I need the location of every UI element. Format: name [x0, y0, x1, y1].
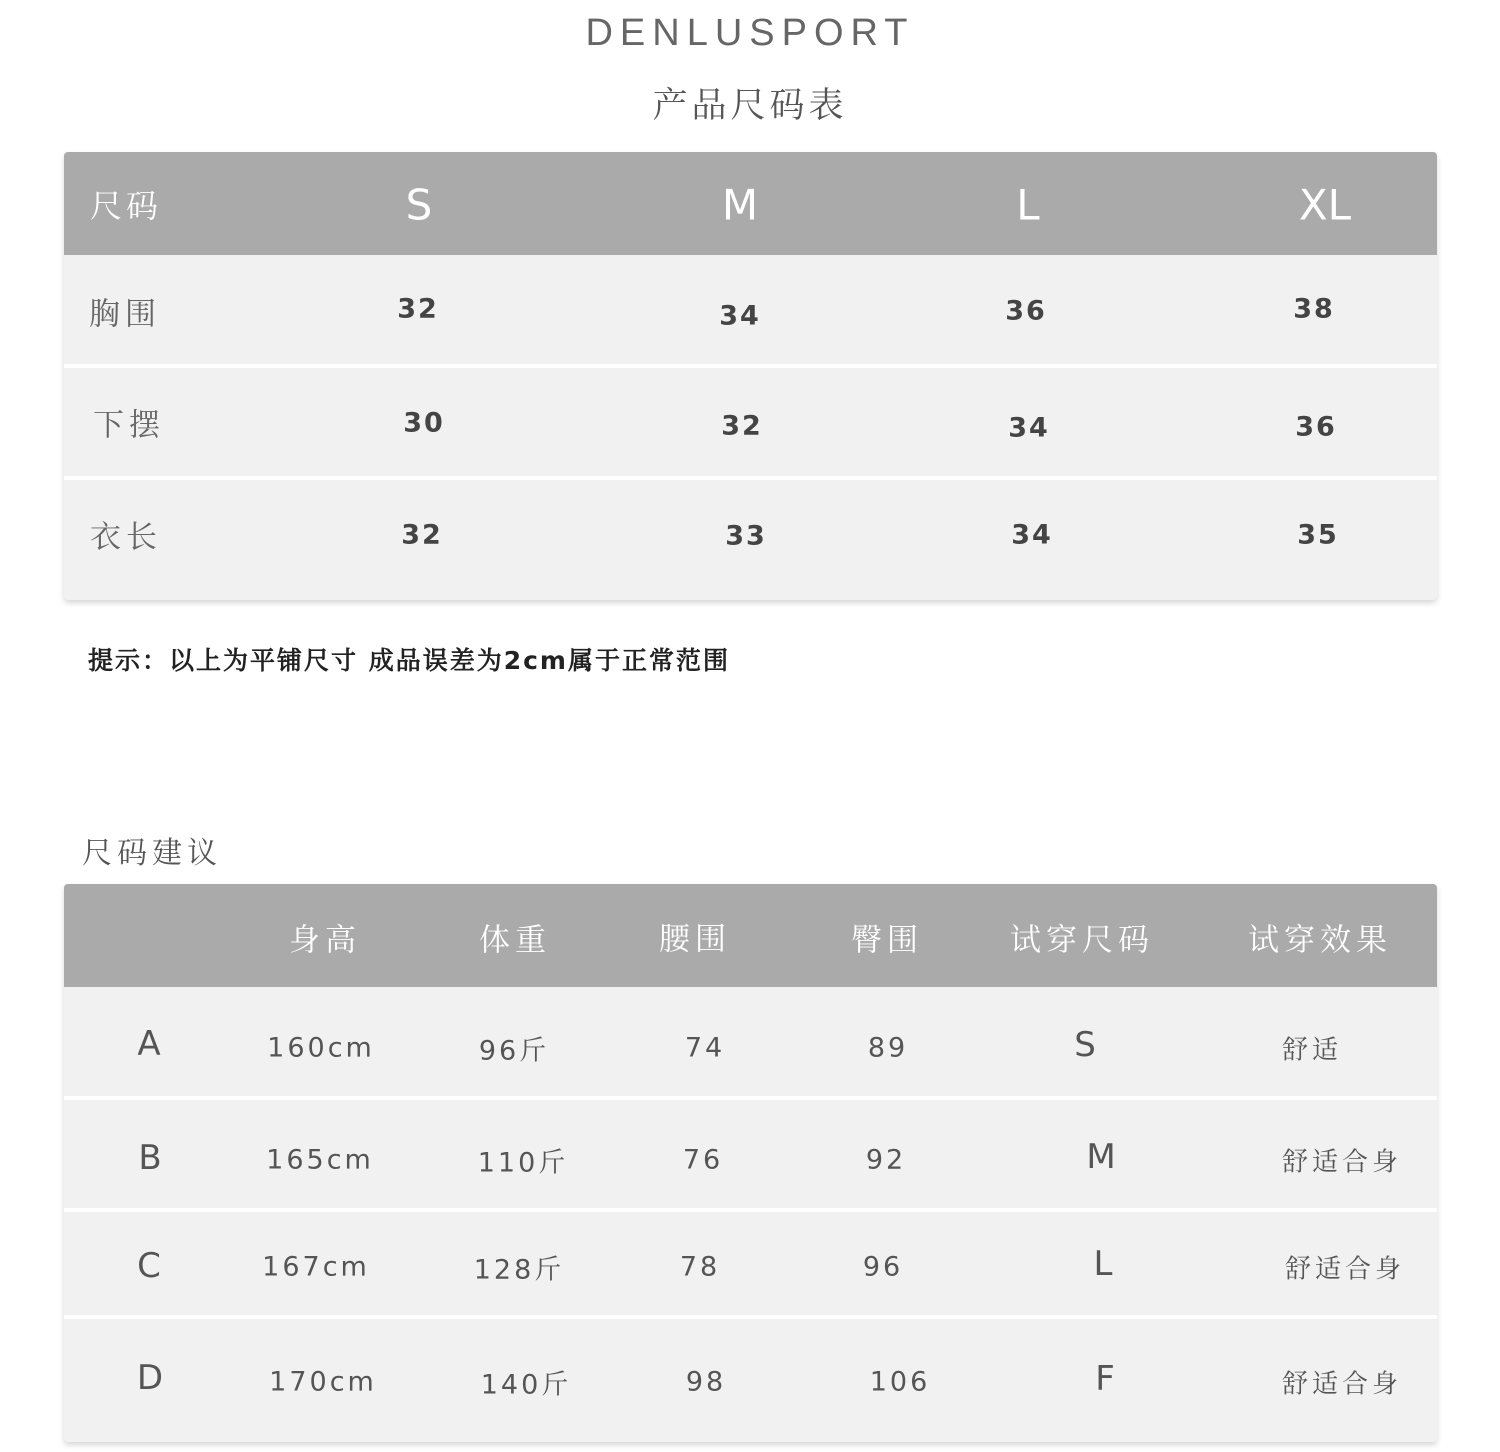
header-trial-size: 试穿尺码: [1010, 922, 1154, 959]
table-cell: 160cm: [267, 1032, 375, 1064]
row-divider: [64, 1096, 1437, 1100]
table-cell: 106: [869, 1366, 931, 1398]
table-cell: 96斤: [478, 1035, 550, 1067]
table-cell: 74: [684, 1032, 726, 1064]
table-cell: 36: [1005, 295, 1047, 327]
table-cell: 34: [719, 300, 761, 332]
table-cell: 78: [679, 1251, 721, 1283]
header-height: 身高: [289, 922, 361, 959]
table-cell: 76: [682, 1144, 724, 1176]
table-cell: 110斤: [477, 1147, 569, 1179]
table-cell: S: [1074, 1025, 1096, 1065]
size-chart-header: [64, 152, 1437, 255]
table-cell: 140斤: [480, 1369, 572, 1401]
header-waist: 腰围: [659, 921, 731, 958]
header-label: 尺码: [89, 187, 163, 225]
table-cell: 舒适合身: [1281, 1369, 1403, 1400]
table-cell: 35: [1297, 519, 1339, 551]
size-chart-table: [64, 152, 1437, 600]
table-cell: 98: [685, 1366, 727, 1398]
row-id: D: [136, 1358, 164, 1398]
table-cell: L: [1093, 1244, 1113, 1284]
table-cell: 32: [401, 519, 443, 551]
table-cell: M: [1086, 1137, 1116, 1177]
table-cell: 34: [1011, 519, 1053, 551]
table-cell: 96: [862, 1251, 904, 1283]
table-cell: 33: [725, 520, 767, 552]
table-cell: 165cm: [266, 1144, 374, 1176]
table-cell: F: [1095, 1359, 1115, 1399]
header-size-xl: XL: [1298, 180, 1352, 230]
section-title: 尺码建议: [82, 836, 222, 871]
row-divider: [64, 476, 1437, 480]
header-size-l: L: [1016, 180, 1040, 230]
row-divider: [64, 1315, 1437, 1319]
header-trial-effect: 试穿效果: [1248, 922, 1392, 959]
header-weight: 体重: [479, 922, 551, 959]
size-advice-table: [64, 884, 1437, 1442]
brand-logo: DENLUSPORT: [585, 12, 915, 54]
table-cell: 32: [397, 293, 439, 325]
table-cell: 舒适: [1281, 1035, 1343, 1066]
header-size-s: S: [405, 180, 433, 230]
row-divider: [64, 1208, 1437, 1212]
row-label-chest: 胸围: [89, 296, 161, 333]
size-advice-header: [64, 884, 1437, 987]
table-cell: 167cm: [262, 1251, 370, 1283]
table-cell: 38: [1293, 293, 1335, 325]
row-divider: [64, 364, 1437, 368]
table-cell: 89: [867, 1032, 909, 1064]
header-hip: 臀围: [851, 922, 923, 959]
page-title: 产品尺码表: [652, 86, 848, 126]
row-label-length: 衣长: [90, 519, 162, 556]
table-cell: 128斤: [473, 1254, 565, 1286]
table-cell: 舒适合身: [1281, 1147, 1403, 1178]
row-id: C: [137, 1246, 161, 1286]
table-cell: 36: [1295, 411, 1337, 443]
row-label-hem: 下摆: [93, 407, 165, 444]
header-size-m: M: [721, 180, 759, 230]
table-cell: 32: [721, 410, 763, 442]
row-id: A: [137, 1024, 161, 1064]
size-note: 提示：以上为平铺尺寸 成品误差为2cm属于正常范围: [88, 646, 730, 675]
table-cell: 舒适合身: [1284, 1254, 1406, 1285]
row-id: B: [138, 1138, 162, 1178]
table-cell: 30: [403, 407, 445, 439]
table-cell: 34: [1008, 412, 1050, 444]
table-cell: 92: [865, 1144, 907, 1176]
table-cell: 170cm: [269, 1366, 377, 1398]
